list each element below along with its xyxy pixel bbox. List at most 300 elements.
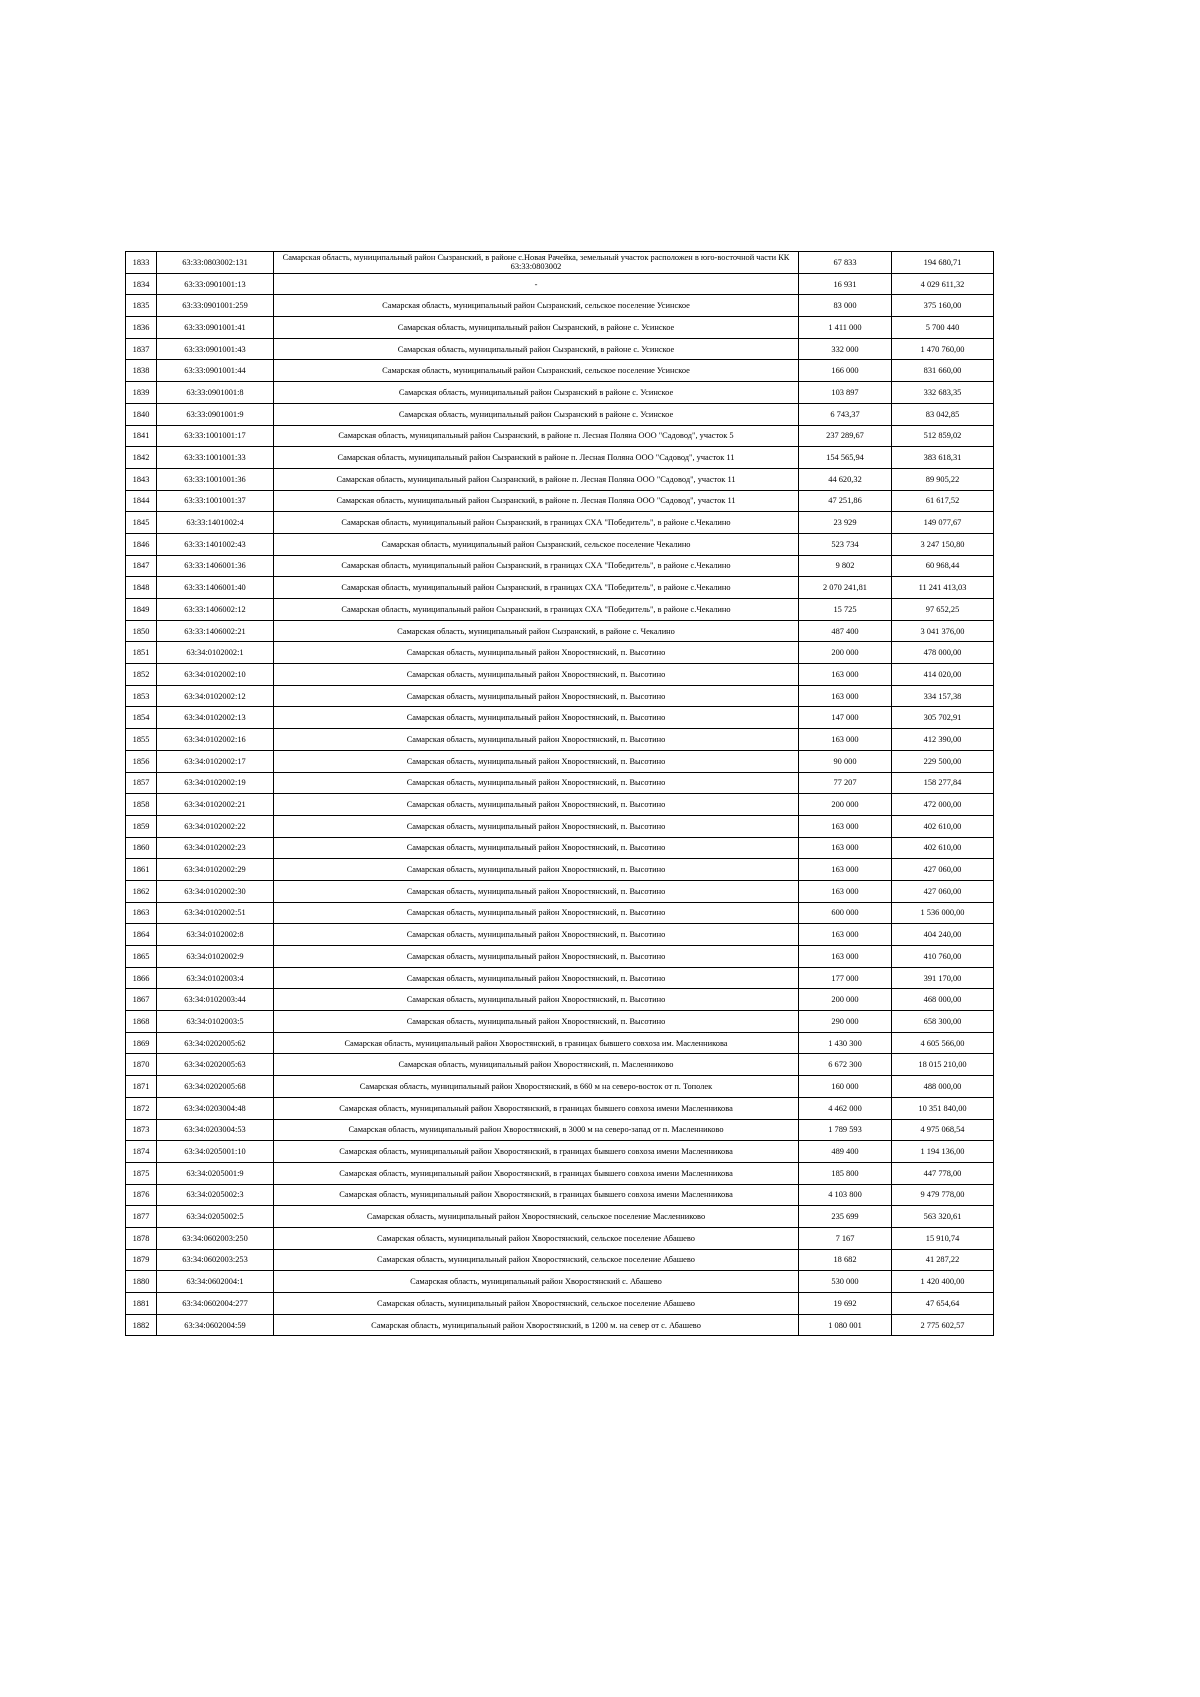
table-row [126,1206,994,1228]
row-number-cell: 1842 [126,447,157,469]
cadastral-number-cell: 63:34:0102002:29 [157,859,274,881]
area-cell: 16 931 [799,273,892,295]
table-row [126,295,994,317]
row-number-cell: 1850 [126,620,157,642]
cadastral-number-cell: 63:34:0102002:16 [157,729,274,751]
area-cell: 2 070 241,81 [799,577,892,599]
cadastral-number-cell: 63:34:0203004:53 [157,1119,274,1141]
table-row [126,707,994,729]
table-row [126,729,994,751]
table-row [126,1249,994,1271]
area-cell: 332 000 [799,338,892,360]
address-cell: Самарская область, муниципальный район Хворостянский, п. Масленниково [274,1054,799,1076]
area-cell: 1 080 001 [799,1314,892,1336]
cadastral-number-cell: 63:33:1406001:40 [157,577,274,599]
address-cell: Самарская область, муниципальный район Сызранский, в районе с. Чекалино [274,620,799,642]
cadastral-number-cell: 63:34:0102002:1 [157,642,274,664]
area-cell: 67 833 [799,252,892,274]
address-cell: Самарская область, муниципальный район Хворостянский, п. Высотино [274,1011,799,1033]
area-cell: 6 672 300 [799,1054,892,1076]
row-number-cell: 1882 [126,1314,157,1336]
table-row [126,1097,994,1119]
address-cell: Самарская область, муниципальный район Хворостянский, п. Высотино [274,772,799,794]
row-number-cell: 1844 [126,490,157,512]
cadastral-number-cell: 63:34:0102002:8 [157,924,274,946]
cadastral-value-cell: 60 968,44 [892,555,994,577]
address-cell: Самарская область, муниципальный район Сызранский, в районе п. Лесная Поляна ООО "Садовод", участок 11 [274,490,799,512]
table-row [126,859,994,881]
cadastral-value-cell: 41 287,22 [892,1249,994,1271]
cadastral-value-cell: 1 194 136,00 [892,1141,994,1163]
cadastral-number-cell: 63:34:0202005:68 [157,1076,274,1098]
address-cell: Самарская область, муниципальный район Хворостянский, сельское поселение Масленниково [274,1206,799,1228]
area-cell: 235 699 [799,1206,892,1228]
row-number-cell: 1846 [126,533,157,555]
table-row [126,685,994,707]
area-cell: 44 620,32 [799,468,892,490]
cadastral-number-cell: 63:34:0102003:4 [157,967,274,989]
area-cell: 103 897 [799,382,892,404]
cadastral-value-cell: 3 247 150,80 [892,533,994,555]
table-row [126,620,994,642]
row-number-cell: 1873 [126,1119,157,1141]
cadastral-number-cell: 63:34:0102002:9 [157,946,274,968]
row-number-cell: 1853 [126,685,157,707]
row-number-cell: 1875 [126,1162,157,1184]
cadastral-value-cell: 4 029 611,32 [892,273,994,295]
table-row [126,360,994,382]
cadastral-value-cell: 305 702,91 [892,707,994,729]
address-cell: Самарская область, муниципальный район Хворостянский, п. Высотино [274,815,799,837]
cadastral-value-cell: 89 905,22 [892,468,994,490]
cadastral-number-cell: 63:33:0901001:259 [157,295,274,317]
address-cell: Самарская область, муниципальный район Хворостянский, п. Высотино [274,967,799,989]
table-row [126,1184,994,1206]
area-cell: 6 743,37 [799,403,892,425]
area-cell: 77 207 [799,772,892,794]
table-row [126,403,994,425]
table-row [126,837,994,859]
row-number-cell: 1866 [126,967,157,989]
row-number-cell: 1859 [126,815,157,837]
address-cell: Самарская область, муниципальный район Сызранский в районе с. Усинское [274,403,799,425]
table-row [126,924,994,946]
cadastral-value-cell: 4 605 566,00 [892,1032,994,1054]
area-cell: 163 000 [799,859,892,881]
table-row [126,815,994,837]
address-cell: Самарская область, муниципальный район Хворостянский с. Абашево [274,1271,799,1293]
row-number-cell: 1837 [126,338,157,360]
address-cell: Самарская область, муниципальный район Хворостянский, в 1200 м. на север от с. Абашево [274,1314,799,1336]
cadastral-value-cell: 15 910,74 [892,1227,994,1249]
cadastral-number-cell: 63:33:0803002:131 [157,252,274,274]
cadastral-number-cell: 63:33:1406001:36 [157,555,274,577]
table-row [126,577,994,599]
area-cell: 489 400 [799,1141,892,1163]
cadastral-value-cell: 375 160,00 [892,295,994,317]
row-number-cell: 1843 [126,468,157,490]
cadastral-number-cell: 63:33:1401002:4 [157,512,274,534]
table-row [126,664,994,686]
table-row [126,1314,994,1336]
address-cell: Самарская область, муниципальный район Хворостянский, п. Высотино [274,880,799,902]
area-cell: 15 725 [799,599,892,621]
cadastral-value-cell: 402 610,00 [892,837,994,859]
address-cell: Самарская область, муниципальный район Хворостянский, п. Высотино [274,902,799,924]
row-number-cell: 1835 [126,295,157,317]
table-row [126,1293,994,1315]
address-cell: Самарская область, муниципальный район Хворостянский, в границах бывшего совхоза имени Масленникова [274,1097,799,1119]
cadastral-value-cell: 61 617,52 [892,490,994,512]
table-row [126,273,994,295]
cadastral-value-cell: 472 000,00 [892,794,994,816]
cadastral-number-cell: 63:34:0205002:3 [157,1184,274,1206]
table-row [126,794,994,816]
row-number-cell: 1870 [126,1054,157,1076]
table-row [126,1141,994,1163]
area-cell: 600 000 [799,902,892,924]
table-row [126,1054,994,1076]
cadastral-value-cell: 149 077,67 [892,512,994,534]
cadastral-number-cell: 63:34:0602004:1 [157,1271,274,1293]
address-cell: Самарская область, муниципальный район Сызранский, в границах СХА "Победитель", в районе с.Чекалино [274,512,799,534]
row-number-cell: 1881 [126,1293,157,1315]
address-cell: Самарская область, муниципальный район Хворостянский, п. Высотино [274,924,799,946]
row-number-cell: 1849 [126,599,157,621]
row-number-cell: 1872 [126,1097,157,1119]
area-cell: 163 000 [799,815,892,837]
area-cell: 200 000 [799,989,892,1011]
cadastral-number-cell: 63:34:0102002:22 [157,815,274,837]
cadastral-number-cell: 63:34:0102003:5 [157,1011,274,1033]
row-number-cell: 1864 [126,924,157,946]
area-cell: 290 000 [799,1011,892,1033]
area-cell: 4 103 800 [799,1184,892,1206]
address-cell: Самарская область, муниципальный район Хворостянский, в 3000 м на северо-запад от п. Масленниково [274,1119,799,1141]
area-cell: 154 565,94 [799,447,892,469]
address-cell: Самарская область, муниципальный район Сызранский, в районе п. Лесная Поляна ООО "Садовод", участок 11 [274,468,799,490]
cadastral-value-cell: 412 390,00 [892,729,994,751]
area-cell: 19 692 [799,1293,892,1315]
cadastral-value-cell: 563 320,61 [892,1206,994,1228]
row-number-cell: 1856 [126,750,157,772]
row-number-cell: 1863 [126,902,157,924]
table-row [126,1119,994,1141]
table-row [126,967,994,989]
cadastral-value-cell: 10 351 840,00 [892,1097,994,1119]
cadastral-value-cell: 1 536 000,00 [892,902,994,924]
address-cell: Самарская область, муниципальный район Хворостянский, сельское поселение Абашево [274,1249,799,1271]
cadastral-value-cell: 402 610,00 [892,815,994,837]
area-cell: 1 411 000 [799,317,892,339]
cadastral-value-cell: 83 042,85 [892,403,994,425]
cadastral-number-cell: 63:33:1001001:36 [157,468,274,490]
table-row [126,512,994,534]
address-cell: Самарская область, муниципальный район Хворостянский, в границах бывшего совхоза им. Масленникова [274,1032,799,1054]
cadastral-number-cell: 63:34:0602004:59 [157,1314,274,1336]
table-row [126,555,994,577]
row-number-cell: 1858 [126,794,157,816]
cadastral-number-cell: 63:34:0102002:51 [157,902,274,924]
area-cell: 1 430 300 [799,1032,892,1054]
address-cell: Самарская область, муниципальный район Сызранский, в районе п. Лесная Поляна ООО "Садовод", участок 5 [274,425,799,447]
table-row [126,382,994,404]
table-row [126,880,994,902]
address-cell: Самарская область, муниципальный район Хворостянский, в 660 м на северо-восток от п. Тополек [274,1076,799,1098]
area-cell: 163 000 [799,837,892,859]
table-row [126,252,994,274]
area-cell: 83 000 [799,295,892,317]
row-number-cell: 1880 [126,1271,157,1293]
land-plots-table [125,251,994,1336]
table-body [126,252,994,1336]
address-cell: Самарская область, муниципальный район Хворостянский, сельское поселение Абашево [274,1227,799,1249]
row-number-cell: 1847 [126,555,157,577]
address-cell: Самарская область, муниципальный район Сызранский, в границах СХА "Победитель", в районе с.Чекалино [274,599,799,621]
area-cell: 487 400 [799,620,892,642]
address-cell: Самарская область, муниципальный район Хворостянский, п. Высотино [274,685,799,707]
table-row [126,490,994,512]
area-cell: 18 682 [799,1249,892,1271]
cadastral-number-cell: 63:33:0901001:13 [157,273,274,295]
address-cell: Самарская область, муниципальный район Хворостянский, п. Высотино [274,664,799,686]
table-row [126,902,994,924]
address-cell: Самарская область, муниципальный район Сызранский, сельское поселение Усинское [274,295,799,317]
cadastral-number-cell: 63:34:0205002:5 [157,1206,274,1228]
cadastral-value-cell: 9 479 778,00 [892,1184,994,1206]
area-cell: 163 000 [799,729,892,751]
row-number-cell: 1841 [126,425,157,447]
address-cell: Самарская область, муниципальный район Хворостянский, в границах бывшего совхоза имени Масленникова [274,1162,799,1184]
row-number-cell: 1868 [126,1011,157,1033]
area-cell: 530 000 [799,1271,892,1293]
row-number-cell: 1838 [126,360,157,382]
address-cell: Самарская область, муниципальный район Хворостянский, в границах бывшего совхоза имени Масленникова [274,1184,799,1206]
address-cell: Самарская область, муниципальный район Хворостянский, п. Высотино [274,989,799,1011]
row-number-cell: 1877 [126,1206,157,1228]
address-cell: Самарская область, муниципальный район Сызранский, в границах СХА "Победитель", в районе с.Чекалино [274,555,799,577]
cadastral-value-cell: 414 020,00 [892,664,994,686]
cadastral-number-cell: 63:33:1406002:12 [157,599,274,621]
address-cell: Самарская область, муниципальный район Хворостянский, сельское поселение Абашево [274,1293,799,1315]
address-cell: Самарская область, муниципальный район Хворостянский, п. Высотино [274,729,799,751]
table-row [126,1162,994,1184]
address-cell: Самарская область, муниципальный район Сызранский, в районе с. Усинское [274,338,799,360]
row-number-cell: 1852 [126,664,157,686]
cadastral-value-cell: 334 157,38 [892,685,994,707]
table-row [126,1076,994,1098]
address-cell: Самарская область, муниципальный район Хворостянский, п. Высотино [274,707,799,729]
cadastral-number-cell: 63:34:0202005:62 [157,1032,274,1054]
address-cell: Самарская область, муниципальный район Сызранский, в районе с. Усинское [274,317,799,339]
row-number-cell: 1879 [126,1249,157,1271]
area-cell: 185 800 [799,1162,892,1184]
row-number-cell: 1862 [126,880,157,902]
cadastral-value-cell: 658 300,00 [892,1011,994,1033]
cadastral-number-cell: 63:34:0205001:9 [157,1162,274,1184]
cadastral-number-cell: 63:33:1001001:37 [157,490,274,512]
address-cell: Самарская область, муниципальный район Сызранский, сельское поселение Чекалино [274,533,799,555]
table-row [126,946,994,968]
table-row [126,468,994,490]
cadastral-number-cell: 63:33:1001001:33 [157,447,274,469]
row-number-cell: 1876 [126,1184,157,1206]
area-cell: 1 789 593 [799,1119,892,1141]
cadastral-value-cell: 18 015 210,00 [892,1054,994,1076]
cadastral-value-cell: 447 778,00 [892,1162,994,1184]
table-row [126,533,994,555]
cadastral-number-cell: 63:33:1406002:21 [157,620,274,642]
cadastral-value-cell: 383 618,31 [892,447,994,469]
area-cell: 90 000 [799,750,892,772]
row-number-cell: 1840 [126,403,157,425]
row-number-cell: 1848 [126,577,157,599]
area-cell: 177 000 [799,967,892,989]
cadastral-value-cell: 97 652,25 [892,599,994,621]
address-cell: Самарская область, муниципальный район Хворостянский, п. Высотино [274,642,799,664]
address-cell: Самарская область, муниципальный район Хворостянский, п. Высотино [274,750,799,772]
cadastral-value-cell: 1 420 400,00 [892,1271,994,1293]
row-number-cell: 1878 [126,1227,157,1249]
table-row [126,1011,994,1033]
cadastral-value-cell: 410 760,00 [892,946,994,968]
table-row [126,1271,994,1293]
cadastral-value-cell: 404 240,00 [892,924,994,946]
cadastral-value-cell: 158 277,84 [892,772,994,794]
cadastral-number-cell: 63:34:0102002:13 [157,707,274,729]
address-cell: Самарская область, муниципальный район Сызранский, в районе с.Новая Рачейка, земельный участок расположен в юго-восточной части КК 63:33:0803002 [274,252,799,274]
cadastral-number-cell: 63:33:0901001:44 [157,360,274,382]
cadastral-value-cell: 468 000,00 [892,989,994,1011]
table-row [126,750,994,772]
area-cell: 200 000 [799,642,892,664]
area-cell: 9 802 [799,555,892,577]
table-row [126,989,994,1011]
table-row [126,317,994,339]
area-cell: 163 000 [799,924,892,946]
cadastral-value-cell: 3 041 376,00 [892,620,994,642]
row-number-cell: 1871 [126,1076,157,1098]
row-number-cell: 1857 [126,772,157,794]
cadastral-value-cell: 1 470 760,00 [892,338,994,360]
cadastral-number-cell: 63:33:1401002:43 [157,533,274,555]
cadastral-number-cell: 63:33:0901001:43 [157,338,274,360]
table-row [126,1227,994,1249]
area-cell: 47 251,86 [799,490,892,512]
row-number-cell: 1855 [126,729,157,751]
row-number-cell: 1836 [126,317,157,339]
cadastral-number-cell: 63:34:0102002:19 [157,772,274,794]
table-row [126,447,994,469]
area-cell: 523 734 [799,533,892,555]
cadastral-number-cell: 63:34:0102002:30 [157,880,274,902]
cadastral-number-cell: 63:34:0102002:23 [157,837,274,859]
table-row [126,599,994,621]
cadastral-value-cell: 427 060,00 [892,859,994,881]
cadastral-number-cell: 63:34:0602003:253 [157,1249,274,1271]
cadastral-number-cell: 63:34:0202005:63 [157,1054,274,1076]
cadastral-number-cell: 63:33:1001001:17 [157,425,274,447]
area-cell: 4 462 000 [799,1097,892,1119]
cadastral-value-cell: 229 500,00 [892,750,994,772]
cadastral-number-cell: 63:33:0901001:41 [157,317,274,339]
cadastral-value-cell: 5 700 440 [892,317,994,339]
cadastral-number-cell: 63:33:0901001:8 [157,382,274,404]
cadastral-value-cell: 332 683,35 [892,382,994,404]
row-number-cell: 1854 [126,707,157,729]
cadastral-number-cell: 63:34:0102002:10 [157,664,274,686]
row-number-cell: 1833 [126,252,157,274]
row-number-cell: 1861 [126,859,157,881]
table-row [126,772,994,794]
cadastral-value-cell: 47 654,64 [892,1293,994,1315]
row-number-cell: 1869 [126,1032,157,1054]
cadastral-number-cell: 63:34:0102003:44 [157,989,274,1011]
cadastral-number-cell: 63:34:0205001:10 [157,1141,274,1163]
cadastral-number-cell: 63:34:0203004:48 [157,1097,274,1119]
table-row [126,1032,994,1054]
cadastral-value-cell: 194 680,71 [892,252,994,274]
row-number-cell: 1839 [126,382,157,404]
cadastral-number-cell: 63:34:0102002:21 [157,794,274,816]
address-cell: Самарская область, муниципальный район Сызранский в районе п. Лесная Поляна ООО "Садовод", участок 11 [274,447,799,469]
address-cell: Самарская область, муниципальный район Хворостянский, в границах бывшего совхоза имени Масленникова [274,1141,799,1163]
area-cell: 160 000 [799,1076,892,1098]
address-cell: Самарская область, муниципальный район Сызранский в районе с. Усинское [274,382,799,404]
cadastral-value-cell: 4 975 068,54 [892,1119,994,1141]
row-number-cell: 1867 [126,989,157,1011]
area-cell: 200 000 [799,794,892,816]
cadastral-value-cell: 488 000,00 [892,1076,994,1098]
row-number-cell: 1851 [126,642,157,664]
area-cell: 147 000 [799,707,892,729]
row-number-cell: 1874 [126,1141,157,1163]
address-cell: Самарская область, муниципальный район Сызранский, сельское поселение Усинское [274,360,799,382]
cadastral-value-cell: 512 859,02 [892,425,994,447]
area-cell: 166 000 [799,360,892,382]
address-cell: Самарская область, муниципальный район Сызранский, в границах СХА "Победитель", в районе с.Чекалино [274,577,799,599]
area-cell: 163 000 [799,880,892,902]
address-cell: Самарская область, муниципальный район Хворостянский, п. Высотино [274,794,799,816]
area-cell: 237 289,67 [799,425,892,447]
cadastral-value-cell: 427 060,00 [892,880,994,902]
address-cell: Самарская область, муниципальный район Хворостянский, п. Высотино [274,946,799,968]
address-cell: Самарская область, муниципальный район Хворостянский, п. Высотино [274,837,799,859]
area-cell: 23 929 [799,512,892,534]
cadastral-number-cell: 63:34:0102002:17 [157,750,274,772]
cadastral-value-cell: 831 660,00 [892,360,994,382]
address-cell: Самарская область, муниципальный район Хворостянский, п. Высотино [274,859,799,881]
area-cell: 7 167 [799,1227,892,1249]
table-row [126,642,994,664]
area-cell: 163 000 [799,664,892,686]
row-number-cell: 1865 [126,946,157,968]
cadastral-value-cell: 478 000,00 [892,642,994,664]
area-cell: 163 000 [799,946,892,968]
cadastral-number-cell: 63:34:0602003:250 [157,1227,274,1249]
row-number-cell: 1845 [126,512,157,534]
row-number-cell: 1860 [126,837,157,859]
cadastral-number-cell: 63:34:0102002:12 [157,685,274,707]
address-cell: - [274,273,799,295]
cadastral-value-cell: 391 170,00 [892,967,994,989]
area-cell: 163 000 [799,685,892,707]
row-number-cell: 1834 [126,273,157,295]
cadastral-value-cell: 2 775 602,57 [892,1314,994,1336]
table-row [126,425,994,447]
cadastral-value-cell: 11 241 413,03 [892,577,994,599]
table-row [126,338,994,360]
